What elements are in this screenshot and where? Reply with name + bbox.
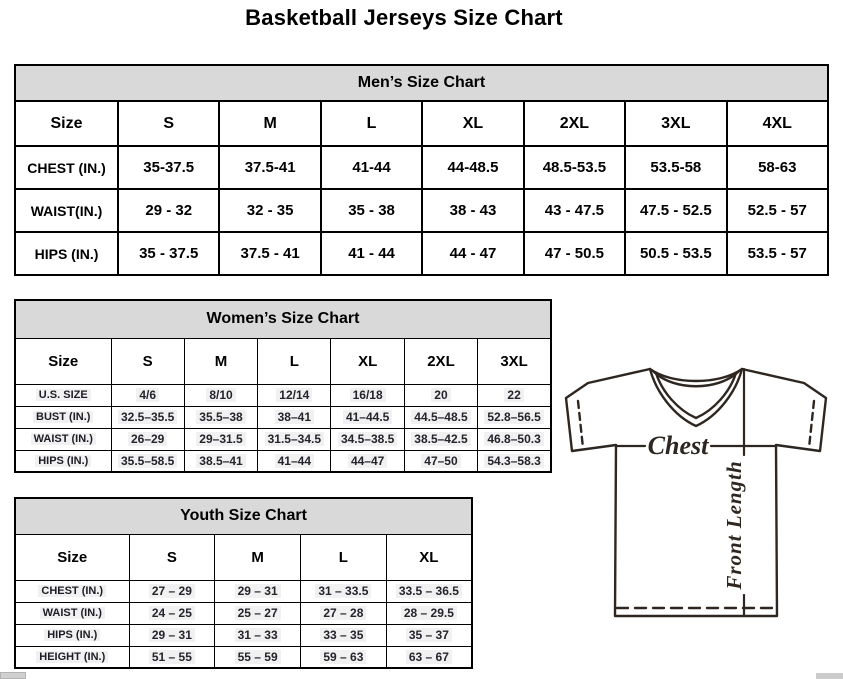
column-header: XL bbox=[386, 534, 472, 580]
row-label: HIPS (IN.) bbox=[15, 624, 129, 646]
column-header: 3XL bbox=[625, 101, 726, 146]
value-cell: 47 - 50.5 bbox=[524, 232, 625, 275]
value-cell: 37.5 - 41 bbox=[219, 232, 320, 275]
mens-chest-row bbox=[15, 146, 828, 189]
mens-table-title: Men’s Size Chart bbox=[15, 65, 828, 101]
value-cell: 50.5 - 53.5 bbox=[625, 232, 726, 275]
value-cell: 41–44.5 bbox=[331, 406, 404, 428]
column-header: XL bbox=[331, 338, 404, 384]
value-cell: 28 – 29.5 bbox=[386, 602, 472, 624]
front-length-label: Front Length bbox=[722, 460, 746, 590]
horizontal-scrollbar-fragment-left[interactable] bbox=[0, 672, 26, 679]
value-cell: 54.3–58.3 bbox=[478, 450, 551, 472]
value-cell: 29 – 31 bbox=[129, 624, 215, 646]
value-cell: 38–41 bbox=[258, 406, 331, 428]
value-cell: 37.5-41 bbox=[219, 146, 320, 189]
value-cell: 26–29 bbox=[111, 428, 184, 450]
value-cell: 35.5–38 bbox=[184, 406, 257, 428]
womens-table-title: Women’s Size Chart bbox=[15, 300, 551, 338]
value-cell: 22 bbox=[478, 384, 551, 406]
value-cell: 29–31.5 bbox=[184, 428, 257, 450]
womens-size-header-row bbox=[15, 338, 551, 384]
value-cell: 44 - 47 bbox=[422, 232, 523, 275]
youth-height-row bbox=[15, 646, 472, 668]
value-cell: 41–44 bbox=[258, 450, 331, 472]
value-cell: 31 – 33.5 bbox=[301, 580, 387, 602]
value-cell: 38.5–41 bbox=[184, 450, 257, 472]
value-cell: 32.5–35.5 bbox=[111, 406, 184, 428]
value-cell: 58-63 bbox=[727, 146, 828, 189]
youth-waist-row bbox=[15, 602, 472, 624]
value-cell: 27 – 29 bbox=[129, 580, 215, 602]
mens-waist-row bbox=[15, 189, 828, 232]
value-cell: 52.8–56.5 bbox=[478, 406, 551, 428]
value-cell: 32 - 35 bbox=[219, 189, 320, 232]
jersey-outline-drawing bbox=[555, 358, 840, 630]
column-header: XL bbox=[422, 101, 523, 146]
page-title: Basketball Jerseys Size Chart bbox=[245, 5, 563, 30]
column-header: 2XL bbox=[404, 338, 477, 384]
value-cell: 53.5 - 57 bbox=[727, 232, 828, 275]
value-cell: 25 – 27 bbox=[215, 602, 301, 624]
value-cell: 33 – 35 bbox=[301, 624, 387, 646]
value-cell: 35 - 37.5 bbox=[118, 232, 219, 275]
womens-hips-row bbox=[15, 450, 551, 472]
value-cell: 53.5-58 bbox=[625, 146, 726, 189]
value-cell: 29 – 31 bbox=[215, 580, 301, 602]
value-cell: 51 – 55 bbox=[129, 646, 215, 668]
jersey-body-outline bbox=[566, 369, 826, 616]
value-cell: 59 – 63 bbox=[301, 646, 387, 668]
column-header: 2XL bbox=[524, 101, 625, 146]
value-cell: 35-37.5 bbox=[118, 146, 219, 189]
value-cell: 35 – 37 bbox=[386, 624, 472, 646]
horizontal-scrollbar-fragment-right[interactable] bbox=[816, 673, 843, 679]
vneck-inner-line bbox=[656, 373, 736, 418]
mens-hips-row bbox=[15, 232, 828, 275]
right-cuff-dashed-line bbox=[809, 401, 814, 448]
column-header: Size bbox=[15, 534, 129, 580]
column-header: L bbox=[321, 101, 422, 146]
column-header: S bbox=[111, 338, 184, 384]
column-header: S bbox=[129, 534, 215, 580]
value-cell: 31 – 33 bbox=[215, 624, 301, 646]
womens-waist-row bbox=[15, 428, 551, 450]
mens-size-chart-table bbox=[14, 64, 829, 276]
value-cell: 47.5 - 52.5 bbox=[625, 189, 726, 232]
womens-size-chart-table bbox=[14, 299, 552, 473]
row-label: U.S. SIZE bbox=[15, 384, 111, 406]
value-cell: 46.8–50.3 bbox=[478, 428, 551, 450]
value-cell: 38 - 43 bbox=[422, 189, 523, 232]
youth-size-header-row bbox=[15, 534, 472, 580]
column-header: Size bbox=[15, 338, 111, 384]
value-cell: 38.5–42.5 bbox=[404, 428, 477, 450]
row-label: CHEST (IN.) bbox=[15, 146, 118, 189]
column-header: Size bbox=[15, 101, 118, 146]
value-cell: 35.5–58.5 bbox=[111, 450, 184, 472]
value-cell: 41-44 bbox=[321, 146, 422, 189]
youth-hips-row bbox=[15, 624, 472, 646]
youth-size-chart-table bbox=[14, 497, 473, 669]
row-label: WAIST(IN.) bbox=[15, 189, 118, 232]
value-cell: 12/14 bbox=[258, 384, 331, 406]
value-cell: 24 – 25 bbox=[129, 602, 215, 624]
jersey-measurement-diagram bbox=[555, 358, 840, 630]
value-cell: 55 – 59 bbox=[215, 646, 301, 668]
value-cell: 44–47 bbox=[331, 450, 404, 472]
value-cell: 20 bbox=[404, 384, 477, 406]
womens-bust-row bbox=[15, 406, 551, 428]
value-cell: 31.5–34.5 bbox=[258, 428, 331, 450]
value-cell: 52.5 - 57 bbox=[727, 189, 828, 232]
row-label: WAIST (IN.) bbox=[15, 602, 129, 624]
value-cell: 43 - 47.5 bbox=[524, 189, 625, 232]
value-cell: 29 - 32 bbox=[118, 189, 219, 232]
row-label: HEIGHT (IN.) bbox=[15, 646, 129, 668]
column-header: M bbox=[215, 534, 301, 580]
youth-chest-row bbox=[15, 580, 472, 602]
value-cell: 48.5-53.5 bbox=[524, 146, 625, 189]
value-cell: 47–50 bbox=[404, 450, 477, 472]
row-label: BUST (IN.) bbox=[15, 406, 111, 428]
column-header: 4XL bbox=[727, 101, 828, 146]
womens-us-size-row bbox=[15, 384, 551, 406]
value-cell: 35 - 38 bbox=[321, 189, 422, 232]
column-header: S bbox=[118, 101, 219, 146]
row-label: CHEST (IN.) bbox=[15, 580, 129, 602]
column-header: M bbox=[184, 338, 257, 384]
value-cell: 44.5–48.5 bbox=[404, 406, 477, 428]
value-cell: 4/6 bbox=[111, 384, 184, 406]
value-cell: 8/10 bbox=[184, 384, 257, 406]
mens-size-header-row bbox=[15, 101, 828, 146]
column-header: L bbox=[301, 534, 387, 580]
value-cell: 27 – 28 bbox=[301, 602, 387, 624]
column-header: 3XL bbox=[478, 338, 551, 384]
column-header: L bbox=[258, 338, 331, 384]
row-label: HIPS (IN.) bbox=[15, 232, 118, 275]
chest-label: Chest bbox=[647, 431, 709, 460]
row-label: HIPS (IN.) bbox=[15, 450, 111, 472]
row-label: WAIST (IN.) bbox=[15, 428, 111, 450]
value-cell: 44-48.5 bbox=[422, 146, 523, 189]
value-cell: 16/18 bbox=[331, 384, 404, 406]
column-header: M bbox=[219, 101, 320, 146]
left-cuff-dashed-line bbox=[578, 401, 583, 448]
collar-inner-arc bbox=[654, 372, 738, 386]
value-cell: 33.5 – 36.5 bbox=[386, 580, 472, 602]
youth-table-title: Youth Size Chart bbox=[15, 498, 472, 534]
value-cell: 63 – 67 bbox=[386, 646, 472, 668]
value-cell: 41 - 44 bbox=[321, 232, 422, 275]
value-cell: 34.5–38.5 bbox=[331, 428, 404, 450]
